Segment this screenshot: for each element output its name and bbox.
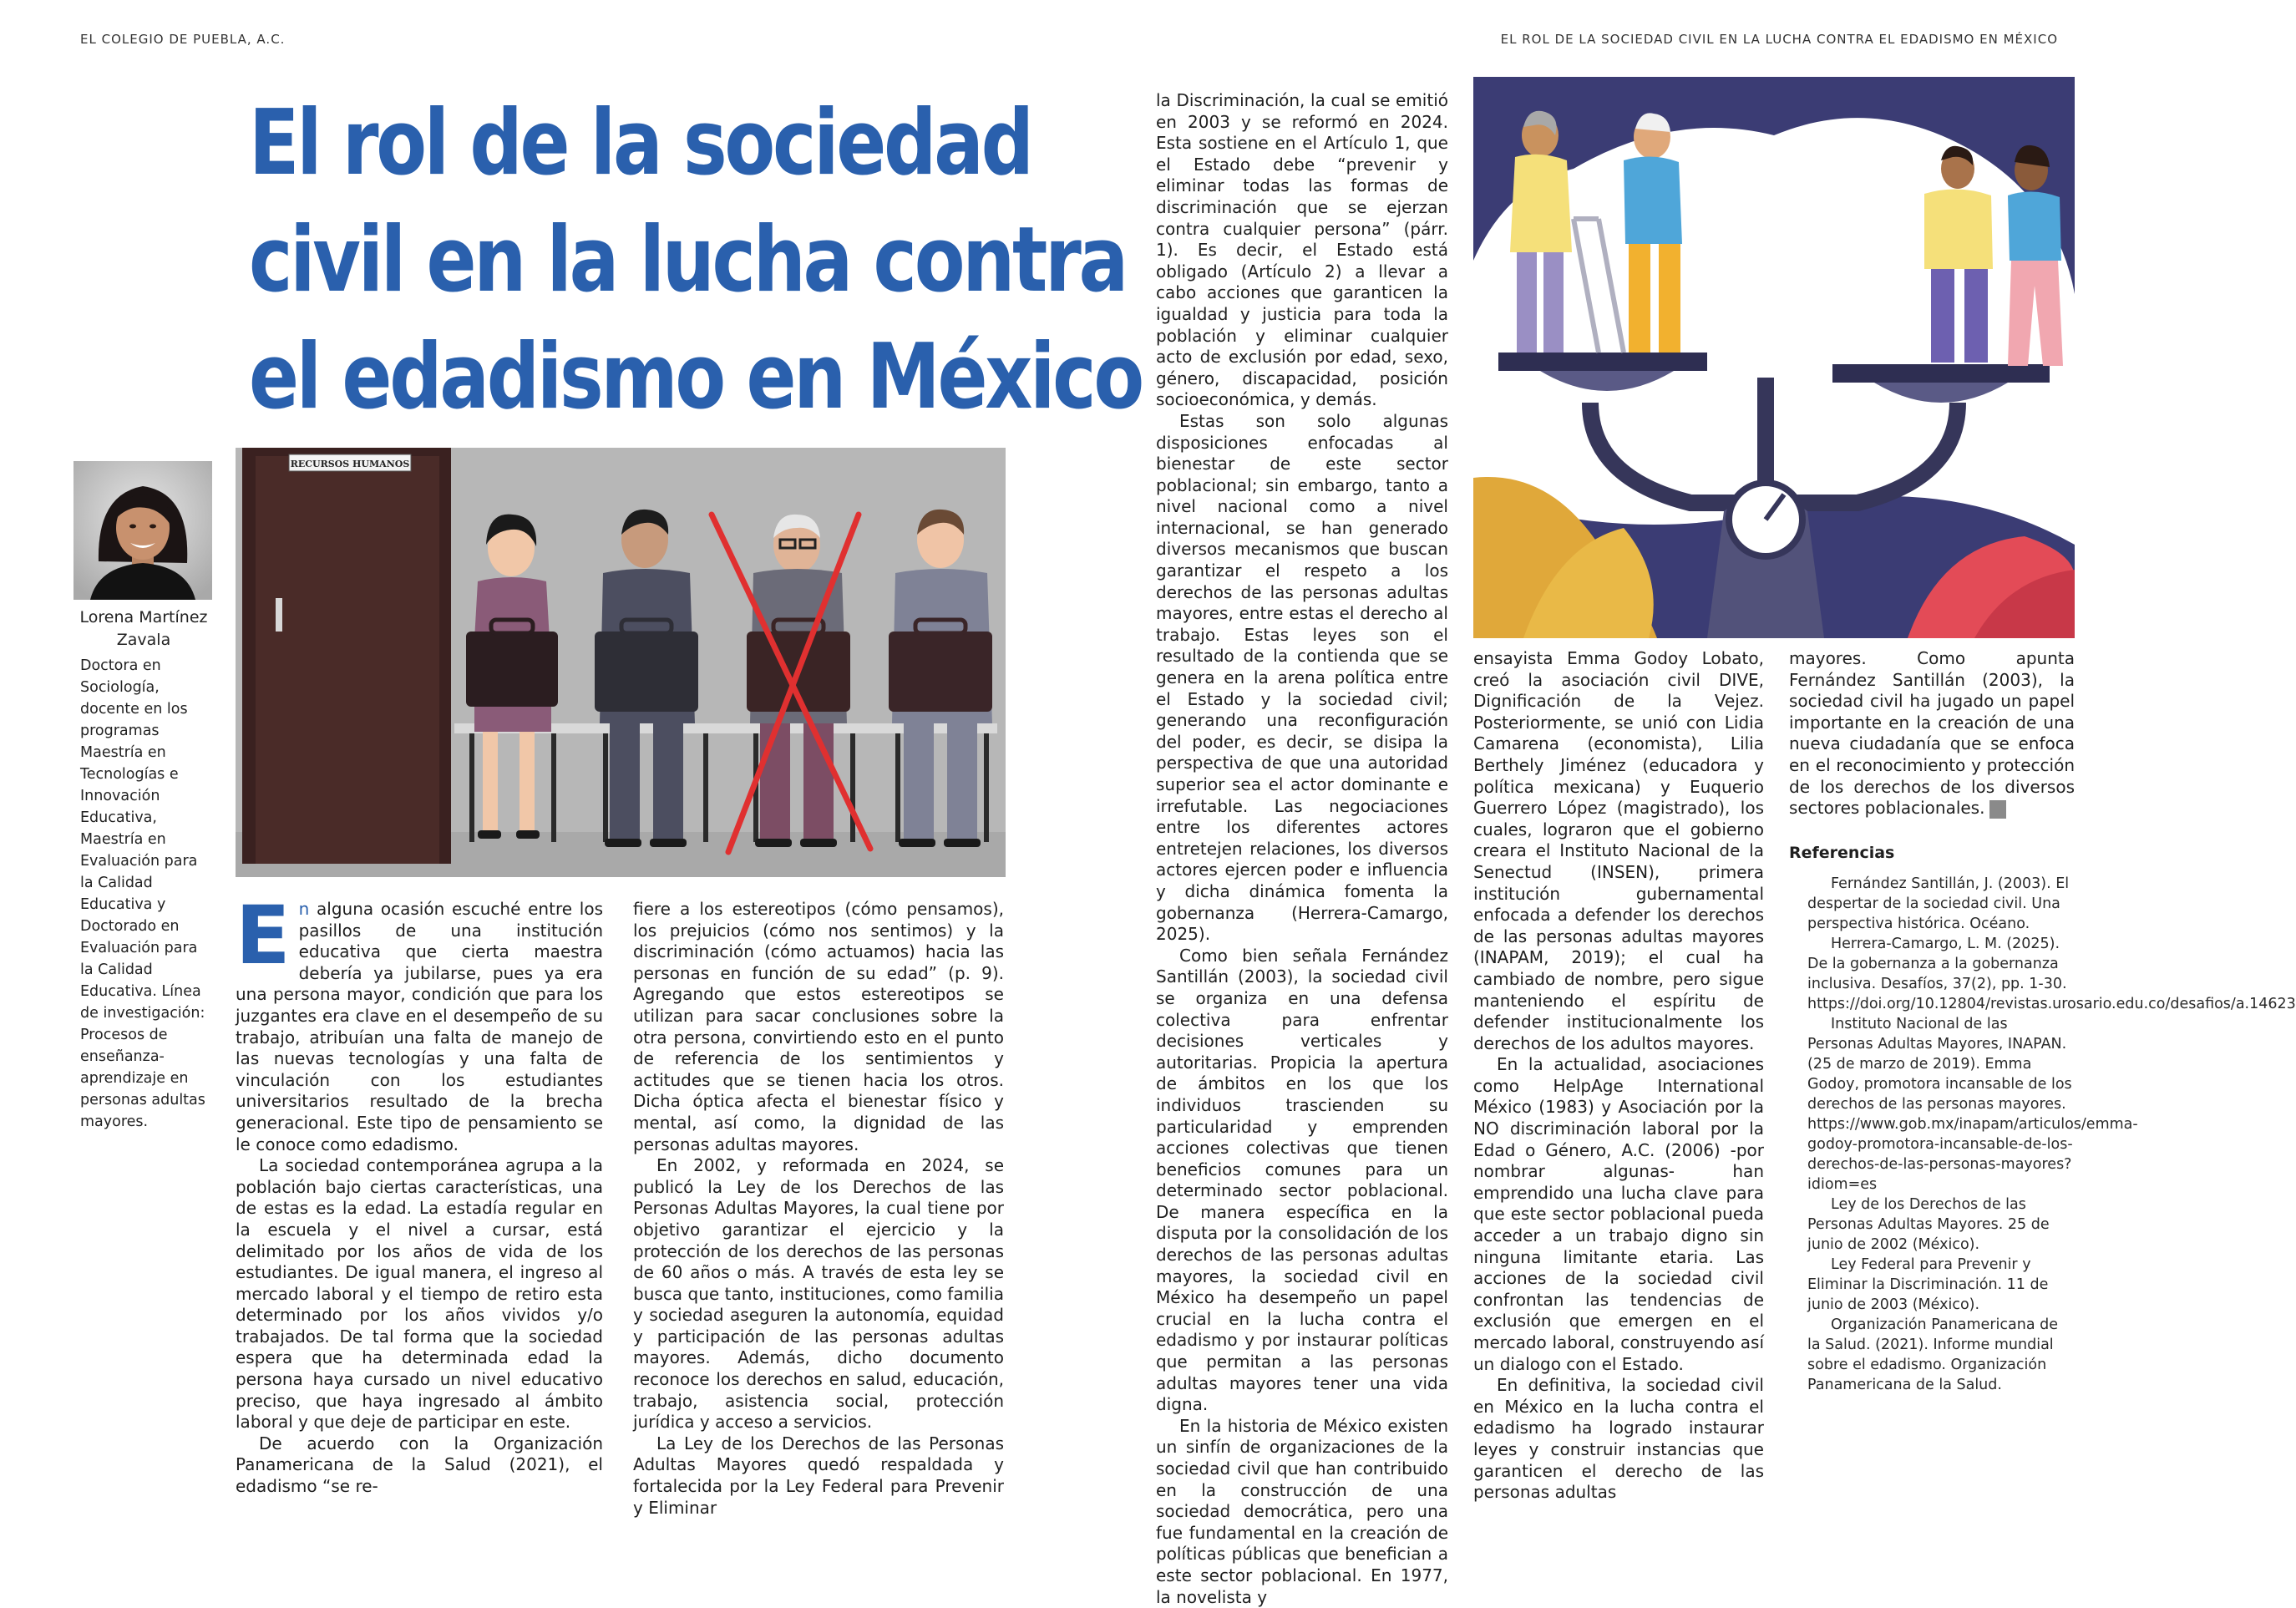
author-bio: Doctora en Sociología, docente en los programas Maestría en Tecnologías e Innovación Educativa, Maestría en Evaluación para la Calidad Educativa y Doctorado en Evaluación para la Calidad Educativa. Línea de investigación: Procesos de enseñanza-aprendizaje en personas adultas mayores. [80, 657, 205, 1130]
article-paragraph-7: Como bien señala Fernández Santillán (2003), la sociedad civil se organiza en una defensa colectiva para enfrentar decisiones verticales y autoritarias. Propicia la apertura de ámbitos en los que los individuos trascienden su particularidad y emprenden acciones colectivas que tienen beneficios comunes para un determinado sector poblacional. De manera específica en la disputa por la consolidación de los derechos de las personas adultas mayores, la sociedad civil en México ha desempeño un papel crucial en la lucha contra el edadismo y por instaurar políticas que permitan a las personas adultas mayores tener una vida digna. [1156, 945, 1448, 1415]
article-paragraph-2: La sociedad contemporánea agrupa a la población bajo ciertas características, una de estas es la edad. La estadía regular en la escuela y el nivel a cursar, está delimitado por los años de vida de los estudiantes. De igual manera, el ingreso al mercado laboral y el tiempo de retiro esta determinado por los años vividos y/o trabajados. De tal forma que la sociedad espera que ha determinada edad la persona haya cursado un nivel educativo preciso, que haya ingresado al ámbito laboral y que deje de participar en este. [236, 1155, 603, 1433]
article-paragraph-5-start: La Ley de los Derechos de las Personas Adultas Mayores quedó respaldada y fortalecida por la Ley Federal para Prevenir y Eliminar [633, 1433, 1004, 1518]
illustration-balance-scale [1473, 77, 2075, 638]
title-line-1: El rol de la sociedad [249, 91, 1031, 195]
references-heading: Referencias [1789, 843, 1895, 862]
article-column-5 [1789, 648, 2296, 1395]
illustration-job-applicants [236, 448, 1006, 877]
article-paragraph-9: En la actualidad, asociaciones como HelpAge International México (1983) y Asociación por la NO discriminación laboral por la Edad o Género, A.C. (2006) -por nombrar algunas- han emprendido una lucha clave para que este sector poblacional pueda acceder a un trabajo digno sin ninguna limitante etaria. Las acciones de la sociedad civil confrontan las tendencias de exclusión que emergen en el mercado laboral, construyendo así un dialogo con el Estado. [1473, 1054, 1764, 1374]
article-column-4 [1473, 648, 1764, 1504]
article-paragraph-8-start: En la historia de México existen un sinfín de organizaciones de la sociedad civil que han contribuido en la construcción de una sociedad democrática, pero una fue fundamental en la creación de políticas públicas que benefician a este sector poblacional. En 1977, la novelista y [1156, 1415, 1448, 1607]
article-column-1 [236, 889, 603, 1498]
drop-cap: E [236, 889, 291, 982]
reference-item: Ley Federal para Prevenir y Eliminar la Discriminación. 11 de junio de 2003 (México). [1807, 1256, 2049, 1314]
article-paragraph-10-start: En definitiva, la sociedad civil en México en la lucha contra el edadismo ha logrado instaurar leyes y construir instancias que garanticen el derecho de las personas adultas [1473, 1375, 1764, 1503]
balance-scale-image [1473, 77, 2075, 638]
article-column-3 [1156, 90, 1448, 1608]
reference-item: Fernández Santillán, J. (2003). El despertar de la sociedad civil. Una perspectiva histórica. Océano. [1807, 875, 2070, 933]
reference-item: Ley de los Derechos de las Personas Adultas Mayores. 25 de junio de 2002 (México). [1807, 1196, 2050, 1254]
job-applicants-image [236, 448, 1006, 877]
title-line-2: civil en la lucha contra [249, 208, 1126, 312]
article-paragraph-1: En alguna ocasión escuché entre los pasillos de una institución educativa que cierta maestra debería ya jubilarse, pues ya era una persona mayor, condición que para los juzgantes era clave en el desempeño de su trabajo, atribuían una falta de manejo de las nuevas tecnologías y una falta de vinculación con los estudiantes universitarios resultado de la brecha generacional. Este tipo de pensamiento se le conoce como edadismo. [236, 889, 603, 1154]
author-portrait-icon [73, 461, 212, 600]
end-of-article-mark-icon [1989, 800, 2006, 819]
article-paragraph-6: Estas son solo algunas disposiciones enfocadas al bienestar de este sector poblacional; sin embargo, tanto a nivel nacional como a nivel internacional, se han generado diversos mecanismos que buscan garantizar el respeto a los derechos de las personas adultas mayores, entre estas el derecho al trabajo. Estas leyes son el resultado de la contienda que se genera en la arena política entre el Estado y la sociedad civil; generando una reconfiguración del poder, es decir, se disipa la perspectiva de que una autoridad superior sea el actor dominante e irrefutable. Las negociaciones entre los diferentes actores entretejen relaciones, los diversos actores ejercen poder e influencia y dicha dinámica fomenta la gobernanza (Herrera-Camargo, 2025). [1156, 410, 1448, 945]
reference-item: Organización Panamericana de la Salud. (2021). Informe mundial sobre el edadismo. Organización Panamericana de la Salud. [1807, 1316, 2058, 1394]
article-paragraph-4: En 2002, y reformada en 2024, se publicó la Ley de los Derechos de las Personas Adultas Mayores, la cual tiene por objetivo garantizar el ejercicio y la protección de los derechos de las personas de 60 años o más. A través de esta ley se busca que tanto, instituciones, como familia y sociedad aseguren la autonomía, equidad y participación de las personas adultas mayores. Además, dicho documento reconoce los derechos en salud, educación, trabajo, asistencia social, protección jurídica y acceso a servicios. [633, 1155, 1004, 1433]
author-name: Lorena Martínez Zavala [79, 608, 208, 649]
article-paragraph-8-cont: ensayista Emma Godoy Lobato, creó la asociación civil DIVE, Dignificación de la Vejez. Posteriormente, se unió con Lidia Camarena (economista), Lilia Berthely Jiménez (educadora y política mexicana) y Euquerio Guerrero López (magistrado), los cuales, lograron que el gobierno creara el Instituto Nacional de la Senectud (INSEN), primera institución gubernamental enfocada a defender los derechos de las personas adultas mayores (INAPAM, 2019); el cual ha cambiado de nombre, pero sigue manteniendo el espíritu de defender institucionalmente los derechos de los adultos mayores. [1473, 648, 1764, 1053]
article-paragraph-3-start: De acuerdo con la Organización Panamericana de la Salud (2021), el edadismo “se re- [236, 1433, 603, 1497]
article-paragraph-5-cont: la Discriminación, la cual se emitió en 2003 y se reformó en 2024. Esta sostiene en el Artículo 1, que el Estado debe “prevenir y eliminar todas las formas de discriminación que se ejerzan contra cualquier persona” (párr. 1). Es decir, el Estado está obligado (Artículo 2) a llevar a cabo acciones que garanticen la igualdad y justicia para toda la población y eliminar cualquier acto de exclusión por edad, sexo, género, discapacidad, posición socioeconómica, y demás. [1156, 90, 1448, 410]
running-header-right: EL ROL DE LA SOCIEDAD CIVIL EN LA LUCHA CONTRA EL EDADISMO EN MÉXICO [1500, 32, 2058, 47]
author-photo [73, 461, 212, 600]
article-paragraph-3-cont: fiere a los estereotipos (cómo pensamos), los prejuicios (cómo nos sentimos) y la discriminación (cómo actuamos) hacia las personas en función de su edad” (p. 9). Agregando que estos estereotipos se utilizan para sacar conclusiones sobre la otra persona, convirtiendo esto en el punto de referencia de los sentimientos y actitudes que se tienen hacia los otros. Dicha óptica afecta el bienestar físico y mental, así como, la dignidad de las personas adultas mayores. [633, 899, 1004, 1154]
title-line-3: el edadismo en México [249, 325, 1142, 429]
running-header-left: EL COLEGIO DE PUEBLA, A.C. [80, 32, 286, 47]
hr-door-sign: RECURSOS HUMANOS [290, 459, 410, 469]
reference-item: Herrera-Camargo, L. M. (2025). De la gobernanza a la gobernanza inclusiva. Desafíos, 37(2), pp. 1-30. https://doi.org/10.12804/revistas.urosario.edu.co/desafios/a.14623 [1807, 936, 2296, 1013]
reference-item: Instituto Nacional de las Personas Adultas Mayores, INAPAN. (25 de marzo de 2019). Emma Godoy, promotora incansable de los derechos de las personas mayores. https://www.gob.mx/inapam/articulos/emma-godoy-promotora-incansable-de-los-derechos-de-las-personas-mayores?idiom=es [1807, 1016, 2138, 1194]
article-column-2 [633, 899, 1004, 1519]
article-title [249, 85, 1142, 436]
article-paragraph-10-cont: mayores. Como apunta Fernández Santillán (2003), la sociedad civil ha jugado un papel importante en la creación de una nueva ciudadanía que se enfoca en el reconocimiento y protección de los derechos de los diversos sectores poblacionales. [1789, 648, 2075, 819]
